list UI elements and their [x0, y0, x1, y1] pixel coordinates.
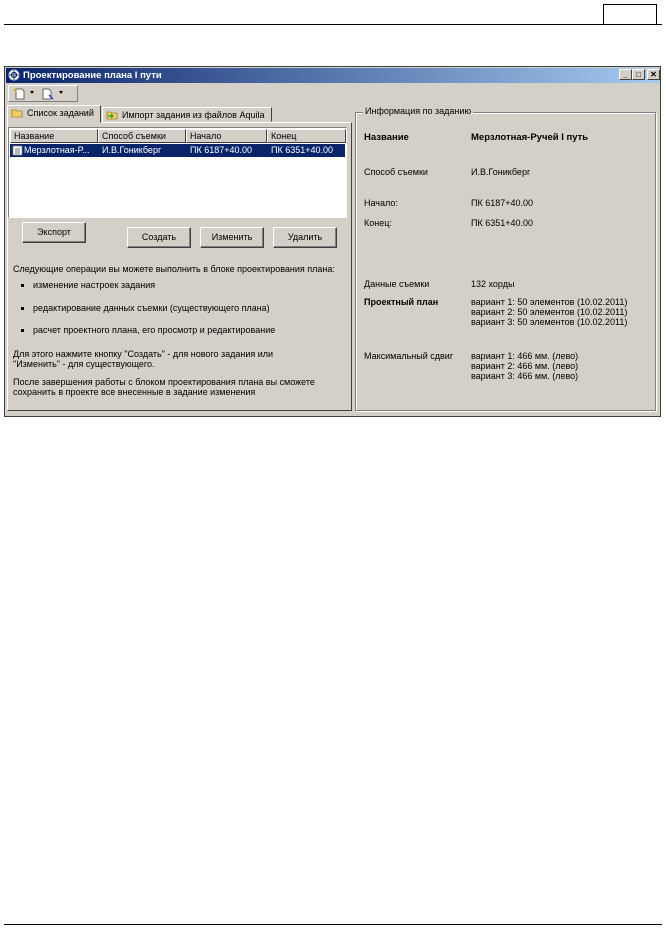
cell-method: И.В.Гоникберг [102, 145, 162, 155]
page-footer-rule [4, 924, 662, 925]
app-icon [8, 69, 20, 81]
info-shift-label: Максимальный сдвиг [364, 351, 454, 361]
delete-button[interactable]: Удалить [273, 227, 337, 248]
app-window [4, 66, 661, 417]
info-method-value: И.В.Гоникберг [471, 167, 531, 177]
tab-import-aquila-label: Импорт задания из файлов Aquila [122, 110, 265, 120]
table-row[interactable] [10, 144, 345, 157]
info-plan-value: вариант 1: 50 элементов (10.02.2011) [471, 297, 628, 307]
info-survey-label: Данные съемки [364, 279, 430, 289]
bullet-marker [21, 284, 24, 287]
column-header-start[interactable]: Начало [186, 129, 267, 143]
info-shift-value: вариант 3: 466 мм. (лево) [471, 371, 579, 381]
info-plan-value: вариант 2: 50 элементов (10.02.2011) [471, 307, 628, 317]
document-icon[interactable] [41, 88, 55, 100]
info-plan-label: Проектный план [364, 297, 439, 307]
task-row-icon [12, 145, 23, 156]
info-end-label: Конец: [364, 218, 392, 228]
info-method-label: Способ съемки [364, 167, 428, 177]
page-header-rule [4, 24, 662, 25]
after-text-line2: сохранить в проекте все внесенные в задание изменения [13, 387, 256, 397]
info-end-value: ПК 6351+40.00 [471, 218, 534, 228]
tab-task-list-label: Список заданий [27, 108, 94, 118]
info-name-value: Мерзлотная-Ручей I путь [471, 132, 589, 143]
import-icon [106, 110, 118, 120]
info-start-value: ПК 6187+40.00 [471, 198, 534, 208]
bullet-marker [21, 307, 24, 310]
task-table[interactable] [8, 127, 347, 218]
hint-text-line1: Для этого нажмите кнопку "Создать" - для нового задания или [13, 349, 274, 359]
info-shift-value: вариант 2: 466 мм. (лево) [471, 361, 579, 371]
column-header-name[interactable]: Название [10, 129, 98, 143]
info-survey-value: 132 хорды [471, 279, 515, 289]
edit-button[interactable]: Изменить [200, 227, 264, 248]
new-document-icon[interactable] [13, 88, 27, 100]
maximize-button[interactable]: □ [632, 69, 645, 80]
info-shift-value: вариант 1: 466 мм. (лево) [471, 351, 579, 361]
task-info-group-title: Информация по заданию [365, 106, 472, 116]
info-name-label: Название [364, 132, 409, 143]
title-bar[interactable] [6, 68, 659, 83]
cell-end: ПК 6351+40.00 [271, 145, 334, 155]
toolbar [8, 85, 78, 102]
column-header-end[interactable]: Конец [267, 129, 346, 143]
new-dropdown-arrow-icon[interactable] [30, 91, 34, 94]
tab-import-aquila[interactable] [102, 107, 272, 122]
hint-text-line2: "Изменить" - для существующего. [13, 359, 155, 369]
tab-task-list[interactable] [7, 105, 101, 123]
create-button[interactable]: Создать [127, 227, 191, 248]
close-button[interactable]: ✕ [647, 69, 660, 80]
bullet-text: изменение настроек задания [33, 280, 156, 290]
minimize-button[interactable]: _ [619, 69, 632, 80]
page-number-box [603, 4, 657, 25]
bullet-marker [21, 329, 24, 332]
after-text-line1: После завершения работы с блоком проектирования плана вы сможете [13, 377, 315, 387]
intro-text: Следующие операции вы можете выполнить в блоке проектирования плана: [13, 264, 335, 274]
cell-name: Мерзлотная-Р... [24, 145, 90, 155]
bullet-text: редактирование данных съемки (существующего плана) [33, 303, 270, 313]
info-plan-value: вариант 3: 50 элементов (10.02.2011) [471, 317, 628, 327]
cell-start: ПК 6187+40.00 [190, 145, 253, 155]
column-header-method[interactable]: Способ съемки [98, 129, 186, 143]
info-start-label: Начало: [364, 198, 398, 208]
window-title: Проектирование плана I пути [23, 70, 162, 81]
document-dropdown-arrow-icon[interactable] [59, 91, 63, 94]
bullet-text: расчет проектного плана, его просмотр и редактирование [33, 325, 276, 335]
folder-icon [11, 108, 23, 118]
export-button[interactable]: Экспорт [22, 222, 86, 243]
